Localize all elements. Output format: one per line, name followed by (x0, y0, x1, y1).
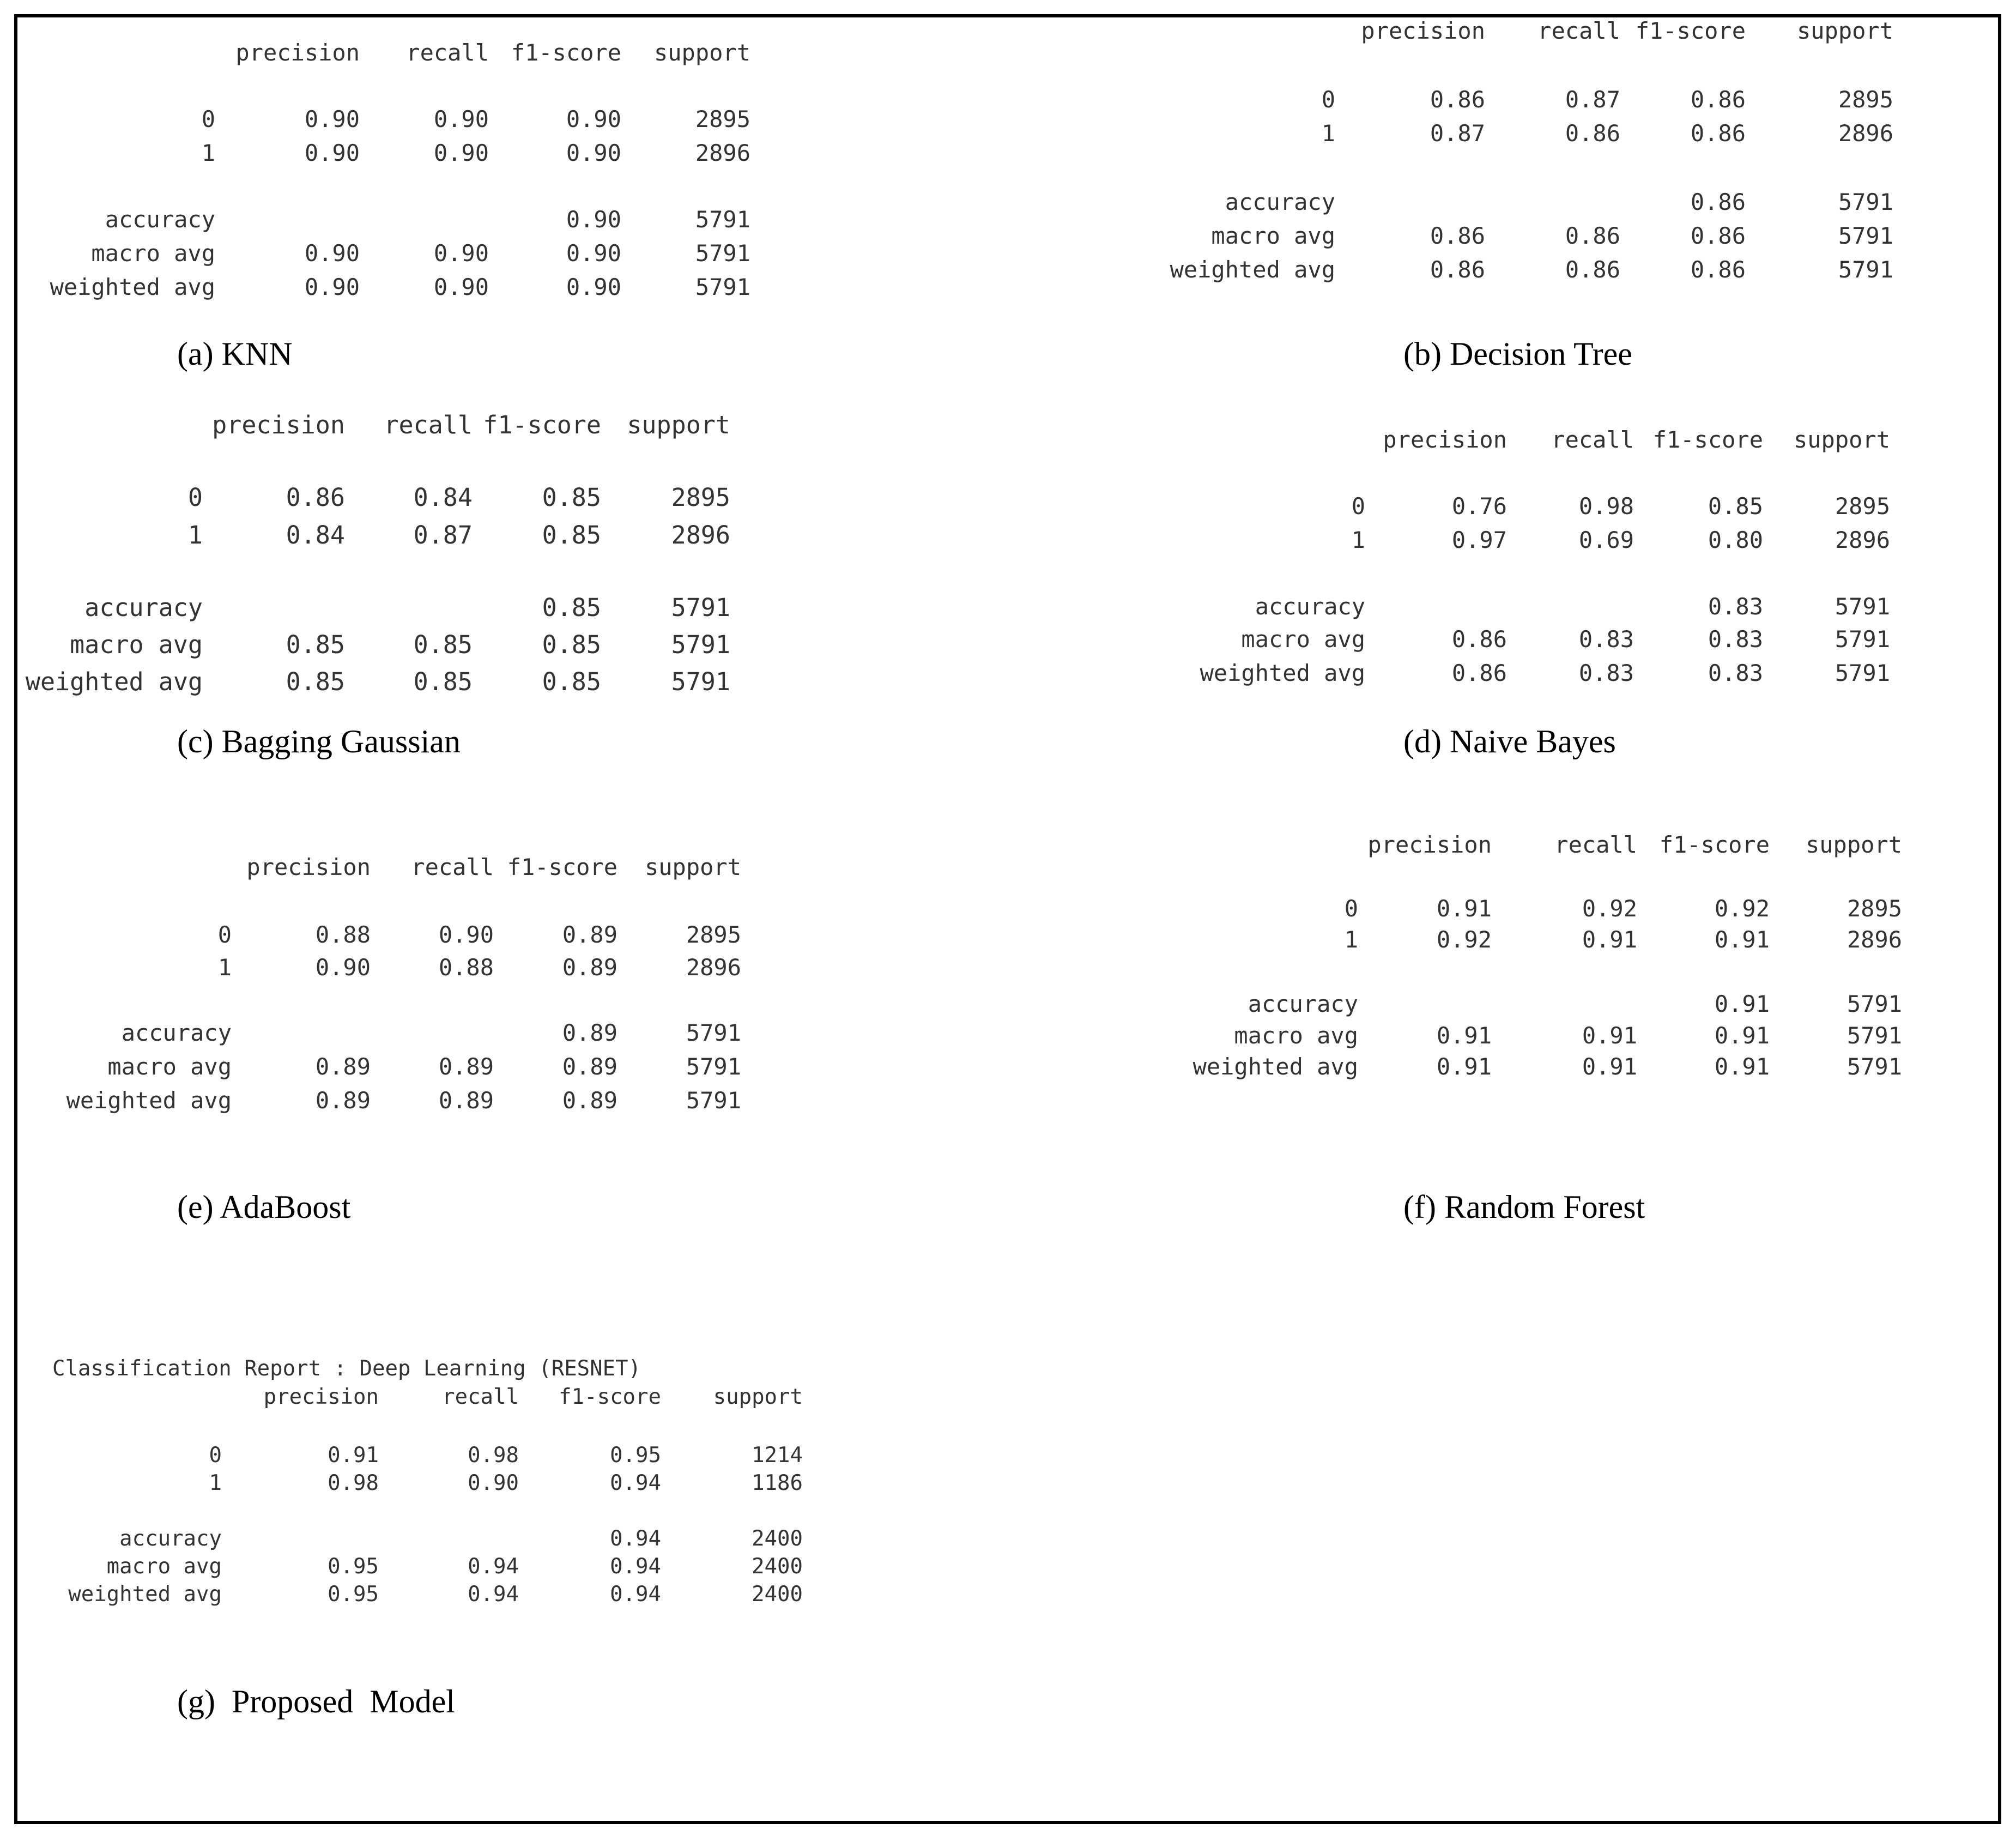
panel-e-cell-support: 5791 (686, 1019, 741, 1047)
panel-a-cell-label: weighted avg (50, 274, 215, 301)
panel-e-cell-label: 1 (217, 954, 232, 981)
panel-f-cell-f1: 0.91 (1714, 991, 1770, 1018)
panel-a-cell-label: 0 (201, 106, 215, 133)
panel-c-cell-precision: 0.86 (286, 482, 345, 512)
panel-g-cell-support: 1214 (752, 1442, 803, 1468)
panel-f-cell-precision: 0.91 (1436, 1053, 1492, 1081)
panel-d-cell-label: 0 (1351, 493, 1365, 520)
panel-d-cell-precision: 0.97 (1451, 527, 1507, 554)
panel-a-cell-recall: 0.90 (433, 274, 489, 301)
panel-b-header-recall: recall (1537, 17, 1620, 45)
panel-g-cell-recall: 0.90 (468, 1470, 519, 1495)
panel-c-cell-precision: 0.84 (286, 520, 345, 550)
panel-b-cell-label: accuracy (1225, 189, 1335, 216)
panel-a-header-recall: recall (406, 39, 489, 67)
panel-a-header-f1-score: f1-score (511, 39, 621, 67)
panel-a-header-support: support (653, 39, 750, 67)
panel-c-cell-support: 2895 (671, 482, 730, 512)
panel-c-cell-precision: 0.85 (286, 667, 345, 696)
panel-a-cell-precision: 0.90 (304, 106, 360, 133)
panel-b-cell-label: weighted avg (1170, 256, 1335, 283)
panel-d-cell-recall: 0.83 (1578, 660, 1634, 687)
panel-e-cell-precision: 0.90 (315, 954, 371, 981)
panel-c-cell-support: 2896 (671, 520, 730, 550)
panel-c-header-recall: recall (384, 410, 473, 439)
panel-c-header-support: support (627, 410, 730, 439)
panel-e-cell-recall: 0.89 (438, 1087, 494, 1114)
panel-f-cell-precision: 0.91 (1436, 895, 1492, 922)
panel-c-cell-label: accuracy (84, 593, 203, 622)
panel-c-cell-label: 1 (187, 520, 203, 550)
panel-g-header-f1-score: f1-score (559, 1384, 661, 1409)
panel-c-cell-recall: 0.85 (413, 667, 473, 696)
panel-c-cell-f1: 0.85 (542, 520, 601, 550)
panel-f-header-precision: precision (1367, 831, 1492, 859)
panel-d-cell-support: 2895 (1835, 493, 1890, 520)
panel-g-cell-support: 2400 (752, 1554, 803, 1579)
panel-e-cell-precision: 0.89 (315, 1087, 371, 1114)
panel-e-caption: (e) AdaBoost (177, 1189, 351, 1225)
panel-d-cell-support: 5791 (1835, 660, 1890, 687)
panel-b-cell-recall: 0.86 (1565, 120, 1620, 147)
panel-b-cell-precision: 0.87 (1430, 120, 1485, 147)
panel-a-cell-f1: 0.90 (566, 140, 621, 167)
panel-e-cell-f1: 0.89 (562, 1019, 617, 1047)
panel-b-header-precision: precision (1361, 17, 1485, 45)
panel-g-header-precision: precision (263, 1384, 379, 1409)
panel-d-cell-support: 5791 (1835, 593, 1890, 620)
panel-d-cell-precision: 0.86 (1451, 626, 1507, 653)
panel-g-cell-recall: 0.98 (468, 1442, 519, 1468)
panel-f-cell-f1: 0.91 (1714, 1053, 1770, 1081)
panel-a-cell-recall: 0.90 (433, 140, 489, 167)
panel-a-cell-recall: 0.90 (433, 106, 489, 133)
panel-d-cell-label: macro avg (1241, 626, 1365, 653)
panel-c-cell-support: 5791 (671, 593, 730, 622)
panel-e-cell-label: accuracy (121, 1019, 232, 1047)
panel-a-cell-support: 5791 (695, 274, 750, 301)
panel-f-cell-f1: 0.91 (1714, 1022, 1770, 1049)
panel-d-cell-f1: 0.80 (1708, 527, 1763, 554)
panel-g-cell-precision: 0.91 (328, 1442, 379, 1468)
panel-a-caption: (a) KNN (177, 336, 293, 372)
panel-f-cell-support: 5791 (1847, 991, 1902, 1018)
panel-e-header-f1-score: f1-score (507, 854, 617, 881)
panel-g-header-recall: recall (442, 1384, 519, 1409)
panel-a-cell-support: 5791 (695, 206, 750, 233)
panel-d-header-f1-score: f1-score (1652, 426, 1763, 454)
panel-c-cell-label: macro avg (70, 630, 203, 659)
panel-b-cell-f1: 0.86 (1690, 189, 1746, 216)
panel-e-header-recall: recall (411, 854, 494, 881)
panel-b-cell-recall: 0.87 (1565, 86, 1620, 113)
panel-g-cell-f1: 0.94 (610, 1582, 661, 1607)
panel-g-cell-f1: 0.94 (610, 1554, 661, 1579)
panel-c-cell-recall: 0.84 (413, 482, 473, 512)
panel-e-cell-f1: 0.89 (562, 1053, 617, 1081)
panel-c-header-f1-score: f1-score (483, 410, 601, 439)
panel-c-caption: (c) Bagging Gaussian (177, 723, 461, 759)
panel-b-cell-precision: 0.86 (1430, 256, 1485, 283)
panel-e-cell-f1: 0.89 (562, 921, 617, 949)
panel-e-cell-support: 5791 (686, 1053, 741, 1081)
panel-b-header-f1-score: f1-score (1635, 17, 1746, 45)
panel-g-cell-f1: 0.94 (610, 1526, 661, 1551)
panel-e-cell-recall: 0.90 (438, 921, 494, 949)
panel-b-cell-f1: 0.86 (1690, 256, 1746, 283)
panel-g-cell-recall: 0.94 (468, 1582, 519, 1607)
panel-b-cell-f1: 0.86 (1690, 86, 1746, 113)
panel-g-cell-label: accuracy (119, 1526, 222, 1551)
panel-d-cell-recall: 0.83 (1578, 626, 1634, 653)
panel-b-cell-support: 5791 (1838, 189, 1893, 216)
panel-e-cell-precision: 0.89 (315, 1053, 371, 1081)
panel-f-cell-support: 2895 (1847, 895, 1902, 922)
panel-a-cell-support: 2895 (695, 106, 750, 133)
panel-a-cell-f1: 0.90 (566, 206, 621, 233)
panel-e-cell-support: 2896 (686, 954, 741, 981)
panel-g-cell-label: 1 (209, 1470, 222, 1495)
panel-a-cell-precision: 0.90 (304, 240, 360, 267)
panel-c-cell-support: 5791 (671, 630, 730, 659)
panel-d-cell-recall: 0.98 (1578, 493, 1634, 520)
panel-g-cell-support: 2400 (752, 1526, 803, 1551)
panel-g-cell-precision: 0.98 (328, 1470, 379, 1495)
panel-d-cell-support: 2896 (1835, 527, 1890, 554)
panel-f-cell-support: 5791 (1847, 1053, 1902, 1081)
panel-f-cell-recall: 0.91 (1582, 1053, 1637, 1081)
panel-b-cell-label: macro avg (1211, 222, 1335, 250)
panel-e-cell-label: macro avg (107, 1053, 232, 1081)
panel-c-cell-support: 5791 (671, 667, 730, 696)
panel-b-cell-label: 1 (1321, 120, 1335, 147)
panel-g-header-support: support (713, 1384, 803, 1409)
panel-d-cell-label: 1 (1351, 527, 1365, 554)
panel-f-cell-precision: 0.91 (1436, 1022, 1492, 1049)
panel-d-cell-precision: 0.86 (1451, 660, 1507, 687)
panel-a-cell-label: accuracy (105, 206, 215, 233)
panel-d-cell-f1: 0.83 (1708, 593, 1763, 620)
panel-f-cell-label: 0 (1344, 895, 1358, 922)
panel-g-cell-precision: 0.95 (328, 1554, 379, 1579)
panel-c-cell-recall: 0.85 (413, 630, 473, 659)
panel-f-cell-label: weighted avg (1192, 1053, 1358, 1081)
panel-d-cell-f1: 0.83 (1708, 660, 1763, 687)
panel-d-cell-precision: 0.76 (1451, 493, 1507, 520)
panel-g-cell-label: macro avg (106, 1554, 222, 1579)
panel-e-cell-support: 5791 (686, 1087, 741, 1114)
panel-b-cell-f1: 0.86 (1690, 120, 1746, 147)
panel-g-cell-f1: 0.94 (610, 1470, 661, 1495)
panel-a-cell-support: 2896 (695, 140, 750, 167)
panel-f-caption: (f) Random Forest (1403, 1189, 1645, 1225)
panel-b-cell-precision: 0.86 (1430, 222, 1485, 250)
panel-b-cell-label: 0 (1321, 86, 1335, 113)
panel-c-cell-recall: 0.87 (413, 520, 473, 550)
panel-e-header-support: support (644, 854, 741, 881)
panel-b-caption: (b) Decision Tree (1403, 336, 1632, 372)
panel-g-cell-precision: 0.95 (328, 1582, 379, 1607)
panel-f-cell-label: 1 (1344, 926, 1358, 953)
panel-a-cell-recall: 0.90 (433, 240, 489, 267)
panel-e-cell-recall: 0.88 (438, 954, 494, 981)
panel-f-header-recall: recall (1554, 831, 1637, 859)
panel-a-cell-label: macro avg (91, 240, 215, 267)
panel-e-header-precision: precision (246, 854, 371, 881)
panel-b-cell-recall: 0.86 (1565, 256, 1620, 283)
panel-f-cell-recall: 0.91 (1582, 926, 1637, 953)
panel-b-cell-support: 2896 (1838, 120, 1893, 147)
panel-e-cell-support: 2895 (686, 921, 741, 949)
panel-a-cell-precision: 0.90 (304, 140, 360, 167)
panel-e-cell-label: 0 (217, 921, 232, 949)
panel-a-cell-support: 5791 (695, 240, 750, 267)
panel-g-cell-f1: 0.95 (610, 1442, 661, 1468)
panel-a-cell-f1: 0.90 (566, 106, 621, 133)
panel-f-cell-label: macro avg (1234, 1022, 1358, 1049)
panel-a-cell-label: 1 (201, 140, 215, 167)
panel-f-header-support: support (1805, 831, 1902, 859)
panel-b-cell-precision: 0.86 (1430, 86, 1485, 113)
panel-e-cell-label: weighted avg (66, 1087, 232, 1114)
panel-f-cell-precision: 0.92 (1436, 926, 1492, 953)
panel-f-cell-recall: 0.92 (1582, 895, 1637, 922)
panel-g-report-title: Classification Report : Deep Learning (RESNET) (52, 1356, 641, 1381)
panel-e-cell-recall: 0.89 (438, 1053, 494, 1081)
panel-c-cell-f1: 0.85 (542, 593, 601, 622)
panel-g-cell-support: 1186 (752, 1470, 803, 1495)
panel-e-cell-f1: 0.89 (562, 954, 617, 981)
panel-e-cell-f1: 0.89 (562, 1087, 617, 1114)
panel-d-cell-recall: 0.69 (1578, 527, 1634, 554)
panel-b-cell-support: 5791 (1838, 222, 1893, 250)
panel-d-header-precision: precision (1383, 426, 1507, 454)
panel-a-cell-f1: 0.90 (566, 274, 621, 301)
panel-b-cell-f1: 0.86 (1690, 222, 1746, 250)
panel-f-cell-label: accuracy (1248, 991, 1358, 1018)
panel-f-header-f1-score: f1-score (1659, 831, 1770, 859)
panel-c-cell-f1: 0.85 (542, 667, 601, 696)
panel-d-header-recall: recall (1551, 426, 1634, 454)
panel-a-header-precision: precision (235, 39, 360, 67)
panel-b-cell-support: 5791 (1838, 256, 1893, 283)
panel-g-caption: (g) Proposed Model (177, 1683, 455, 1719)
panel-f-cell-support: 5791 (1847, 1022, 1902, 1049)
panel-d-cell-label: weighted avg (1200, 660, 1365, 687)
panel-e-cell-precision: 0.88 (315, 921, 371, 949)
panel-c-cell-precision: 0.85 (286, 630, 345, 659)
panel-c-header-precision: precision (212, 410, 345, 439)
panel-b-header-support: support (1796, 17, 1893, 45)
panel-b-cell-support: 2895 (1838, 86, 1893, 113)
panel-d-caption: (d) Naive Bayes (1403, 723, 1616, 759)
panel-d-header-support: support (1793, 426, 1890, 454)
panel-a-cell-f1: 0.90 (566, 240, 621, 267)
panel-g-cell-recall: 0.94 (468, 1554, 519, 1579)
panel-f-cell-f1: 0.92 (1714, 895, 1770, 922)
panel-f-cell-support: 2896 (1847, 926, 1902, 953)
panel-g-cell-label: 0 (209, 1442, 222, 1468)
panel-c-cell-label: weighted avg (25, 667, 203, 696)
panel-f-cell-f1: 0.91 (1714, 926, 1770, 953)
panel-c-cell-f1: 0.85 (542, 482, 601, 512)
panel-a-cell-precision: 0.90 (304, 274, 360, 301)
panel-b-cell-recall: 0.86 (1565, 222, 1620, 250)
panel-f-cell-recall: 0.91 (1582, 1022, 1637, 1049)
panel-d-cell-label: accuracy (1255, 593, 1365, 620)
panel-d-cell-support: 5791 (1835, 626, 1890, 653)
panel-c-cell-label: 0 (187, 482, 203, 512)
panel-d-cell-f1: 0.85 (1708, 493, 1763, 520)
panel-d-cell-f1: 0.83 (1708, 626, 1763, 653)
panel-g-cell-label: weighted avg (68, 1582, 222, 1607)
panel-g-cell-support: 2400 (752, 1582, 803, 1607)
panel-c-cell-f1: 0.85 (542, 630, 601, 659)
